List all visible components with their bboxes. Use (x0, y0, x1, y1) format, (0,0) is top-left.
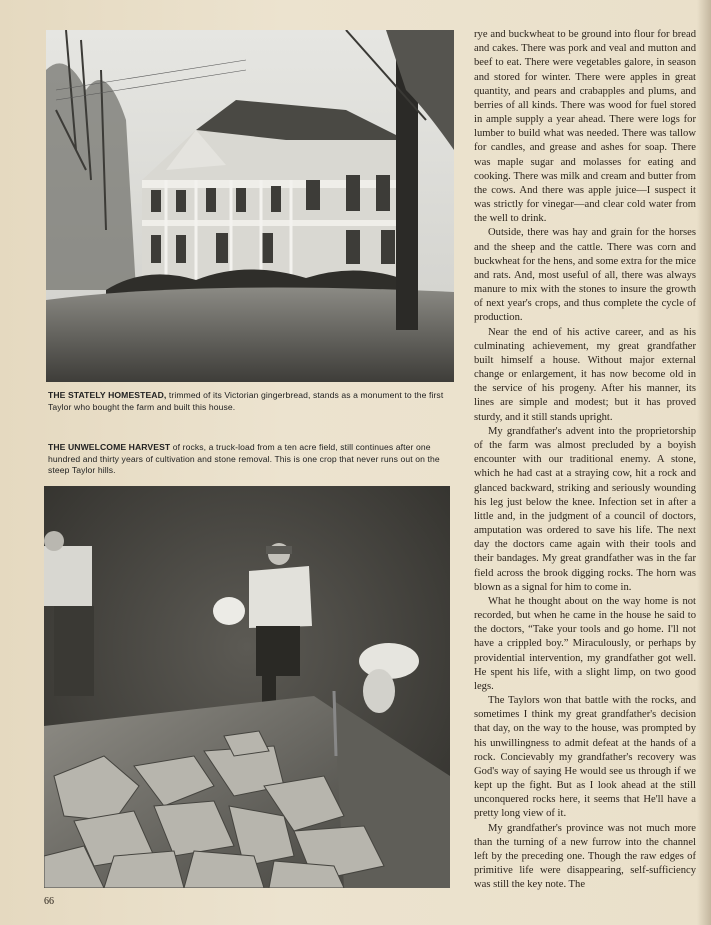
article-paragraph-6: The Taylors won that battle with the rocks, and sometimes I think my great grandfather's decision that day, on the way to the house, was prompted by his unwillingness to admit defeat at the hands of a rock. Concievably my grandfather's recovery was God's way of saying He would see us through if we kept up the fight. But as I look ahead at the still unconquered rocks here, it seems that He'll have a pretty long view of it. (474, 695, 696, 820)
page-spine-shadow (697, 0, 711, 925)
article-paragraph-2: Outside, there was hay and grain for the horses and the sheep and the cattle. There was corn and buckwheat for the hens, and some extra for the mice and rats. And, most useful of all, there was always manure to mix with the stones to insure the growth of next year's crops, and thus complete the cycle of production. (474, 227, 696, 324)
article-paragraph-3: Near the end of his active career, and as his culminating achievement, my great grandfather built himself a house. Without major external change or enlargement, it has now become old in the service of his progeny. After his manner, its lines are simple and modest; but it has proved sturdy, and it still stands upright. (474, 326, 696, 423)
page-number: 66 (44, 896, 54, 907)
homestead-caption-lead: THE STATELY HOMESTEAD, (48, 390, 167, 400)
article-paragraph-7: My grandfather's province was not much more than the turning of a new furrow into the channel left by the preceding one. Though the raw edges of primitive life were disappearing, self-sufficiency was still the key note. The (474, 822, 696, 891)
homestead-caption-text: trimmed of its Victorian gingerbread, stands as a monument to the first Taylor who bought the farm and built this house. (48, 390, 444, 412)
harvest-caption-lead: THE UNWELCOME HARVEST (48, 442, 171, 452)
article-paragraph-4: My grandfather's advent into the proprietorship of the farm was almost precluded by a boyish encounter with our traditional enemy. A stone, which he had cast at a straying cow, hit a rock and glanced backward, striking and seriously wounding his leg just below the knee. Infection set in after a little and, in the judgment of a council of doctors, amputation was ordered to save his life. The next day the doctors came again with their tools and their bandages. My great grandfather was in the far field across the brook digging rocks. The horn was blown as a signal for him to come in. (474, 425, 696, 593)
rock-harvest-photo (44, 486, 450, 888)
homestead-caption (48, 390, 454, 413)
house-photo-icon (46, 30, 454, 382)
article-paragraph-5: What he thought about on the way home is not recorded, but when he came in the house he said to the doctors, “Take your tools and go home. I'll not have a crippled boy.” Miraculously, or perhaps by providential intervention, my grandfather got well. He spent his life, with a slight limp, on two good legs. (474, 595, 696, 692)
article-column (474, 28, 696, 892)
harvest-caption-text: of rocks, a truck-load from a ten acre field, still continues after one hundred and thirty years of cultivation and stone removal. This is one crop that never runs out on the steep Taylor hills. (48, 442, 440, 475)
harvest-caption (48, 442, 454, 477)
homestead-photo (46, 30, 454, 382)
rock-harvest-photo-icon (44, 486, 450, 888)
article-paragraph-1: rye and buckwheat to be ground into flour for bread and cakes. There was pork and veal and mutton and beef to eat. There were vegetables galore, in season and stored for winter. There were apples in great quantity, and pears and crabapples and plums, and berries of all kinds. There was wood for fuel stored in ample supply a year ahead. There were logs for lumber to build what was needed. There was tallow for candles, and grease and ashes for soap. There was maple sugar and molasses for eating and cooking. There was milk and cream and butter from the cows. And there was apple juice—I suspect it was strictly for vinegar—and clear cold water from the well to drink. (474, 29, 696, 225)
